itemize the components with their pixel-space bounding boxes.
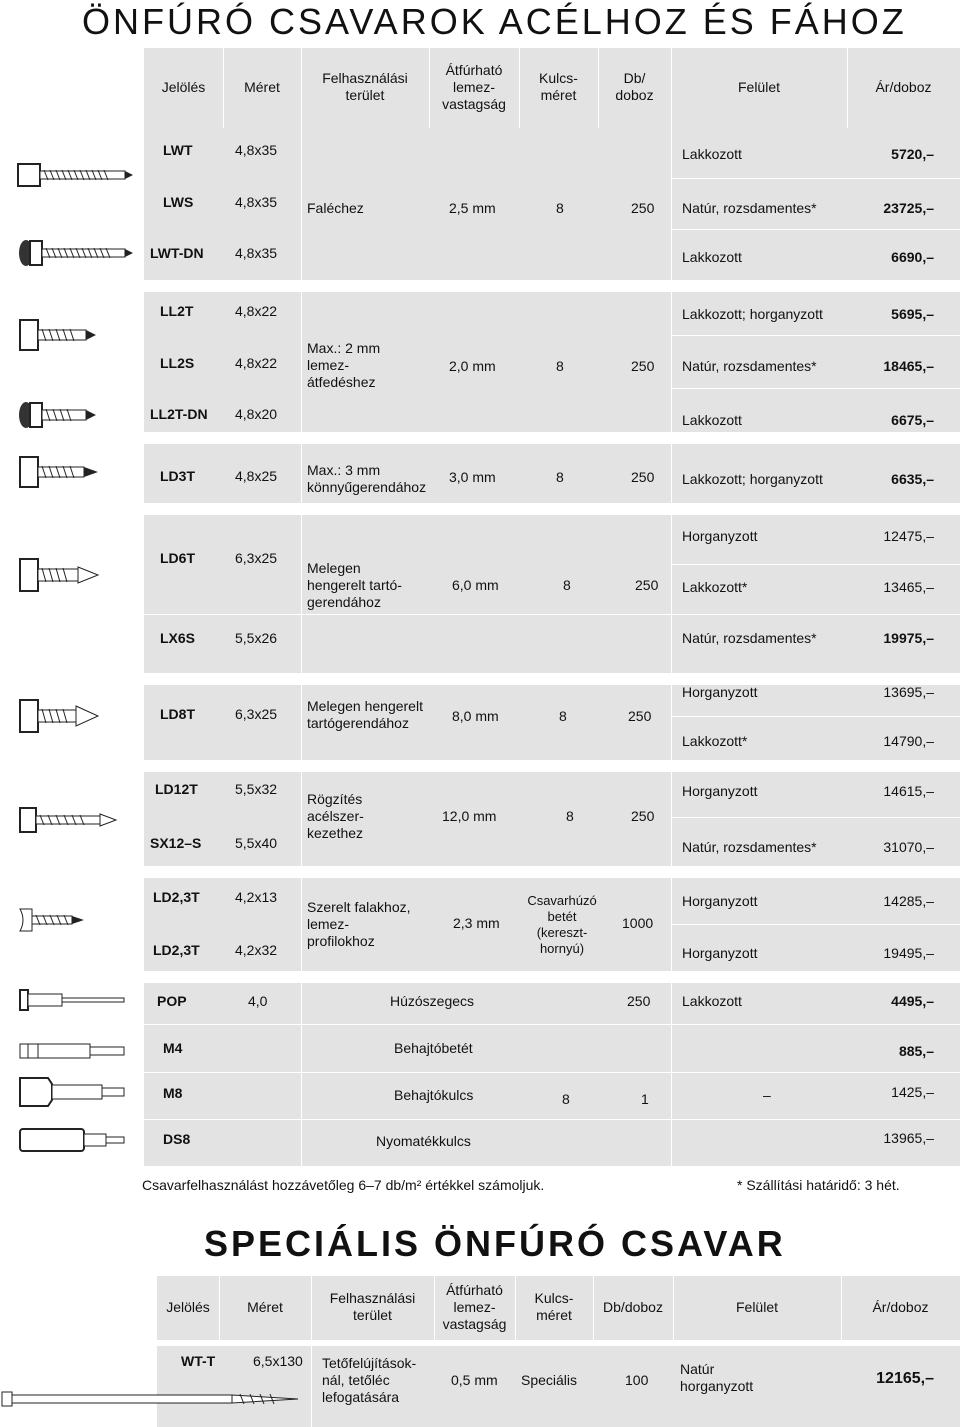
header-dbdoboz	[598, 70, 671, 104]
header-kulcsmeret-l2: méret	[540, 87, 577, 103]
key-g5	[519, 893, 605, 957]
header2-atfurhato-l2: lemez-	[453, 1299, 496, 1315]
surface-ld8t-1: Horganyzott	[682, 684, 758, 700]
use-ld3t-l2: könnyűgerendához	[307, 479, 427, 495]
code-ld23t-a: LD2,3T	[153, 889, 200, 905]
size-sx12s: 5,5x40	[235, 835, 278, 851]
size-ld23t-b: 4,2x32	[235, 942, 278, 958]
code-pop: POP	[157, 993, 187, 1009]
key-ld8t: 8	[559, 708, 567, 724]
surface-ld3t: Lakkozott; horganyzott	[682, 471, 823, 487]
size-lws: 4,8x35	[235, 194, 278, 210]
screw-ld3t-icon	[18, 455, 100, 489]
surface-lws: Natúr, rozsdamentes*	[682, 200, 817, 216]
use-wtt-l1: Tetőfelújítások-	[322, 1355, 417, 1371]
screw-ld12t-icon	[18, 805, 118, 835]
box-g3: 250	[635, 577, 659, 593]
key-g1: 8	[556, 200, 564, 216]
use-g4-l1: Rögzítés	[307, 791, 363, 807]
price-m4: 885,–	[898, 1043, 934, 1059]
price-ds8: 13965,–	[883, 1130, 934, 1146]
header-atfurhato-l3: vastagság	[442, 96, 506, 112]
box-pop: 250	[627, 993, 651, 1009]
header-dbdoboz-l1: Db/	[623, 70, 646, 86]
use-ld8t-l1: Melegen hengerelt	[307, 698, 423, 714]
footnote-usage: Csavarfelhasználást hozzávetőleg 6–7 db/m² értékkel számoljuk.	[142, 1177, 545, 1193]
price-ld3t: 6635,–	[891, 471, 934, 487]
header2-kulcsmeret	[515, 1290, 593, 1324]
code-ll2t: LL2T	[160, 303, 194, 319]
size-wtt: 6,5x130	[253, 1353, 303, 1369]
size-ld23t-a: 4,2x13	[235, 889, 278, 905]
code-lwt: LWT	[163, 142, 193, 158]
surface-wtt-l1: Natúr	[680, 1361, 715, 1377]
price-ld23t-b: 19495,–	[883, 945, 934, 961]
thick-wtt: 0,5 mm	[451, 1372, 498, 1388]
screw-ld23t-icon	[18, 905, 88, 935]
code-ld3t: LD3T	[160, 468, 195, 484]
code-wtt: WT-T	[181, 1353, 216, 1369]
code-m4: M4	[163, 1040, 183, 1056]
table-header	[144, 48, 960, 128]
size-lx6s: 5,5x26	[235, 630, 278, 646]
price-ll2tdn: 6675,–	[891, 412, 934, 428]
surface-lwt: Lakkozott	[682, 146, 742, 162]
header2-jeloles: Jelölés	[166, 1299, 210, 1315]
header2-ar: Ár/doboz	[872, 1299, 929, 1315]
driver-key-m8-icon	[18, 1072, 128, 1112]
code-ll2s: LL2S	[160, 355, 195, 371]
header-atfurhato-l2: lemez-	[452, 79, 495, 95]
surface-g6: –	[763, 1087, 771, 1103]
price-lwt: 5720,–	[891, 146, 934, 162]
surface-ld12t: Horganyzott	[682, 783, 758, 799]
box-g5: 1000	[622, 915, 654, 931]
surface-ld6t-1: Horganyzott	[682, 528, 758, 544]
use-ld3t-l1: Max.: 3 mm	[307, 462, 381, 478]
surface-lx6s: Natúr, rozsdamentes*	[682, 630, 817, 646]
code-ld6t: LD6T	[160, 550, 195, 566]
thick-g4: 12,0 mm	[442, 808, 497, 824]
use-g2-l2: lemez-	[307, 357, 350, 373]
use-g3-l2: hengerelt tartó-	[307, 577, 402, 593]
thick-ld8t: 8,0 mm	[452, 708, 499, 724]
surface-ld8t-2: Lakkozott*	[682, 733, 748, 749]
use-m4: Behajtóbetét	[394, 1040, 473, 1056]
price-ll2s: 18465,–	[883, 358, 934, 374]
header-felhasznalasi	[301, 70, 429, 104]
header-felhasznalasi-l2: terület	[345, 87, 385, 103]
use-g5-l3: profilokhoz	[307, 933, 375, 949]
code-m8: M8	[163, 1085, 183, 1101]
use-g3-l1: Melegen	[307, 560, 361, 576]
price-ld6t-2: 13465,–	[883, 579, 934, 595]
screw-wtt-icon	[0, 1388, 300, 1410]
key-g5-l4: hornyú)	[539, 941, 585, 956]
key-g2: 8	[556, 358, 564, 374]
price-lwtdn: 6690,–	[891, 249, 934, 265]
key-g4: 8	[566, 808, 574, 824]
use-pop: Húzószegecs	[390, 993, 475, 1009]
key-ld3t: 8	[556, 469, 564, 485]
use-g5-l2: lemez-	[307, 916, 350, 932]
header2-atfurhato-l3: vastagság	[442, 1316, 507, 1332]
price-ll2t: 5695,–	[891, 306, 934, 322]
header2-felulet: Felület	[735, 1299, 779, 1315]
use-g4-l2: acélszer-	[307, 808, 364, 824]
use-ds8: Nyomatékkulcs	[376, 1133, 471, 1149]
surface-ld23t-b: Horganyzott	[682, 945, 758, 961]
price-sx12s: 31070,–	[883, 839, 934, 855]
use-wtt-l2: nál, tetőléc	[322, 1372, 390, 1388]
header2-atfurhato-l1: Átfúrható	[446, 1282, 503, 1298]
box-g2: 250	[631, 358, 655, 374]
box-ld8t: 250	[628, 708, 652, 724]
price-ld6t-1: 12475,–	[883, 528, 934, 544]
price-m8: 1425,–	[891, 1084, 934, 1100]
box-g1: 250	[631, 200, 655, 216]
key-g5-l3: (kereszt-	[536, 925, 588, 940]
screw-ll2t-icon	[18, 318, 98, 352]
thick-g2: 2,0 mm	[449, 358, 496, 374]
product-table	[144, 128, 960, 1166]
header-kulcsmeret-l1: Kulcs-	[539, 70, 578, 86]
screw-lwt-icon	[18, 160, 133, 190]
footnote-delivery: * Szállítási határidő: 3 hét.	[737, 1177, 900, 1193]
key-g6: 8	[562, 1091, 570, 1107]
rivet-pop-icon	[18, 988, 128, 1012]
size-ll2s: 4,8x22	[235, 355, 278, 371]
header-felulet: Felület	[737, 79, 781, 95]
table2-header	[157, 1276, 960, 1340]
section-title-special: SPECIÁLIS ÖNFÚRÓ CSAVAR	[204, 1223, 786, 1264]
header-felhasznalasi-l1: Felhasználási	[322, 70, 408, 86]
thick-g5: 2,3 mm	[453, 915, 500, 931]
price-lx6s: 19975,–	[883, 630, 934, 646]
price-wtt: 12165,–	[876, 1370, 934, 1387]
torque-key-ds8-icon	[18, 1125, 128, 1155]
key-g3: 8	[563, 577, 571, 593]
code-ll2tdn: LL2T-DN	[150, 406, 208, 422]
surface-sx12s: Natúr, rozsdamentes*	[682, 839, 817, 855]
box-g4: 250	[631, 808, 655, 824]
driver-bit-m4-icon	[18, 1040, 128, 1062]
surface-ll2t: Lakkozott; horganyzott	[682, 306, 823, 322]
use-m8: Behajtókulcs	[394, 1087, 474, 1103]
header2-felhasznalasi-l2: terület	[353, 1307, 392, 1323]
surface-lwtdn: Lakkozott	[682, 249, 742, 265]
code-ld23t-b: LD2,3T	[153, 942, 200, 958]
surface-ld23t-a: Horganyzott	[682, 893, 758, 909]
use-g2-l3: átfedéshez	[307, 374, 376, 390]
code-sx12s: SX12–S	[150, 835, 202, 851]
surface-ll2s: Natúr, rozsdamentes*	[682, 358, 817, 374]
surface-pop: Lakkozott	[682, 993, 742, 1009]
header-dbdoboz-l2: doboz	[615, 87, 654, 103]
use-g4-l3: kezethez	[307, 825, 364, 841]
use-g2-l1: Max.: 2 mm	[307, 340, 381, 356]
header-kulcsmeret	[519, 70, 598, 104]
size-ld12t: 5,5x32	[235, 781, 278, 797]
size-ld6t: 6,3x25	[235, 550, 278, 566]
surface-wtt-l2: horganyzott	[680, 1378, 754, 1394]
box-g6: 1	[641, 1091, 649, 1107]
code-ld12t: LD12T	[155, 781, 198, 797]
header2-meret: Méret	[247, 1299, 283, 1315]
size-ld8t: 6,3x25	[235, 706, 278, 722]
header-atfurhato	[429, 62, 519, 113]
box-ld3t: 250	[631, 469, 655, 485]
thick-ld3t: 3,0 mm	[449, 469, 496, 485]
key-g5-l1: Csavarhúzó	[527, 893, 597, 908]
screw-lwtdn-icon	[18, 238, 133, 268]
price-pop: 4495,–	[891, 993, 934, 1009]
header2-kulcsmeret-l1: Kulcs-	[534, 1290, 574, 1306]
screw-ld8t-icon	[18, 696, 100, 736]
size-ll2tdn: 4,8x20	[235, 406, 278, 422]
header-atfurhato-l1: Átfúrható	[445, 62, 503, 78]
size-lwtdn: 4,8x35	[235, 245, 278, 261]
page-title: ÖNFÚRÓ CSAVAROK ACÉLHOZ ÉS FÁHOZ	[82, 1, 907, 42]
screw-ld6t-icon	[18, 555, 100, 595]
surface-ll2tdn: Lakkozott	[682, 412, 742, 428]
code-ld8t: LD8T	[160, 706, 195, 722]
header-meret: Méret	[244, 79, 280, 95]
header2-dbdoboz: Db/doboz	[603, 1299, 663, 1315]
header-ar: Ár/doboz	[875, 79, 932, 95]
use-g3-l3: gerendához	[307, 594, 381, 610]
size-pop: 4,0	[248, 993, 268, 1009]
code-lws: LWS	[163, 194, 194, 210]
header2-felhasznalasi	[311, 1290, 434, 1324]
key-wtt: Speciális	[521, 1372, 578, 1388]
header2-atfurhato	[434, 1282, 515, 1333]
surface-ld6t-2: Lakkozott*	[682, 579, 748, 595]
thick-g1: 2,5 mm	[449, 200, 496, 216]
use-g1: Faléchez	[307, 200, 364, 216]
size-ll2t: 4,8x22	[235, 303, 278, 319]
header2-felhasznalasi-l1: Felhasználási	[329, 1290, 416, 1306]
price-ld8t-1: 13695,–	[883, 684, 934, 700]
size-lwt: 4,8x35	[235, 142, 278, 158]
screw-ll2tdn-icon	[18, 400, 98, 430]
code-lwtdn: LWT-DN	[150, 245, 204, 261]
price-ld23t-a: 14285,–	[883, 893, 934, 909]
use-g5-l1: Szerelt falakhoz,	[307, 899, 411, 915]
use-ld8t-l2: tartógerendához	[307, 715, 409, 731]
header2-kulcsmeret-l2: méret	[536, 1307, 572, 1323]
price-lws: 23725,–	[883, 200, 934, 216]
header-jeloles: Jelölés	[161, 79, 206, 95]
size-ld3t: 4,8x25	[235, 468, 278, 484]
thick-g3: 6,0 mm	[452, 577, 499, 593]
box-wtt: 100	[625, 1372, 649, 1388]
price-ld12t: 14615,–	[883, 783, 934, 799]
code-lx6s: LX6S	[160, 630, 196, 646]
use-wtt-l3: lefogatására	[322, 1389, 400, 1405]
key-g5-l2: betét	[547, 909, 577, 924]
code-ds8: DS8	[163, 1131, 191, 1147]
price-ld8t-2: 14790,–	[883, 733, 934, 749]
